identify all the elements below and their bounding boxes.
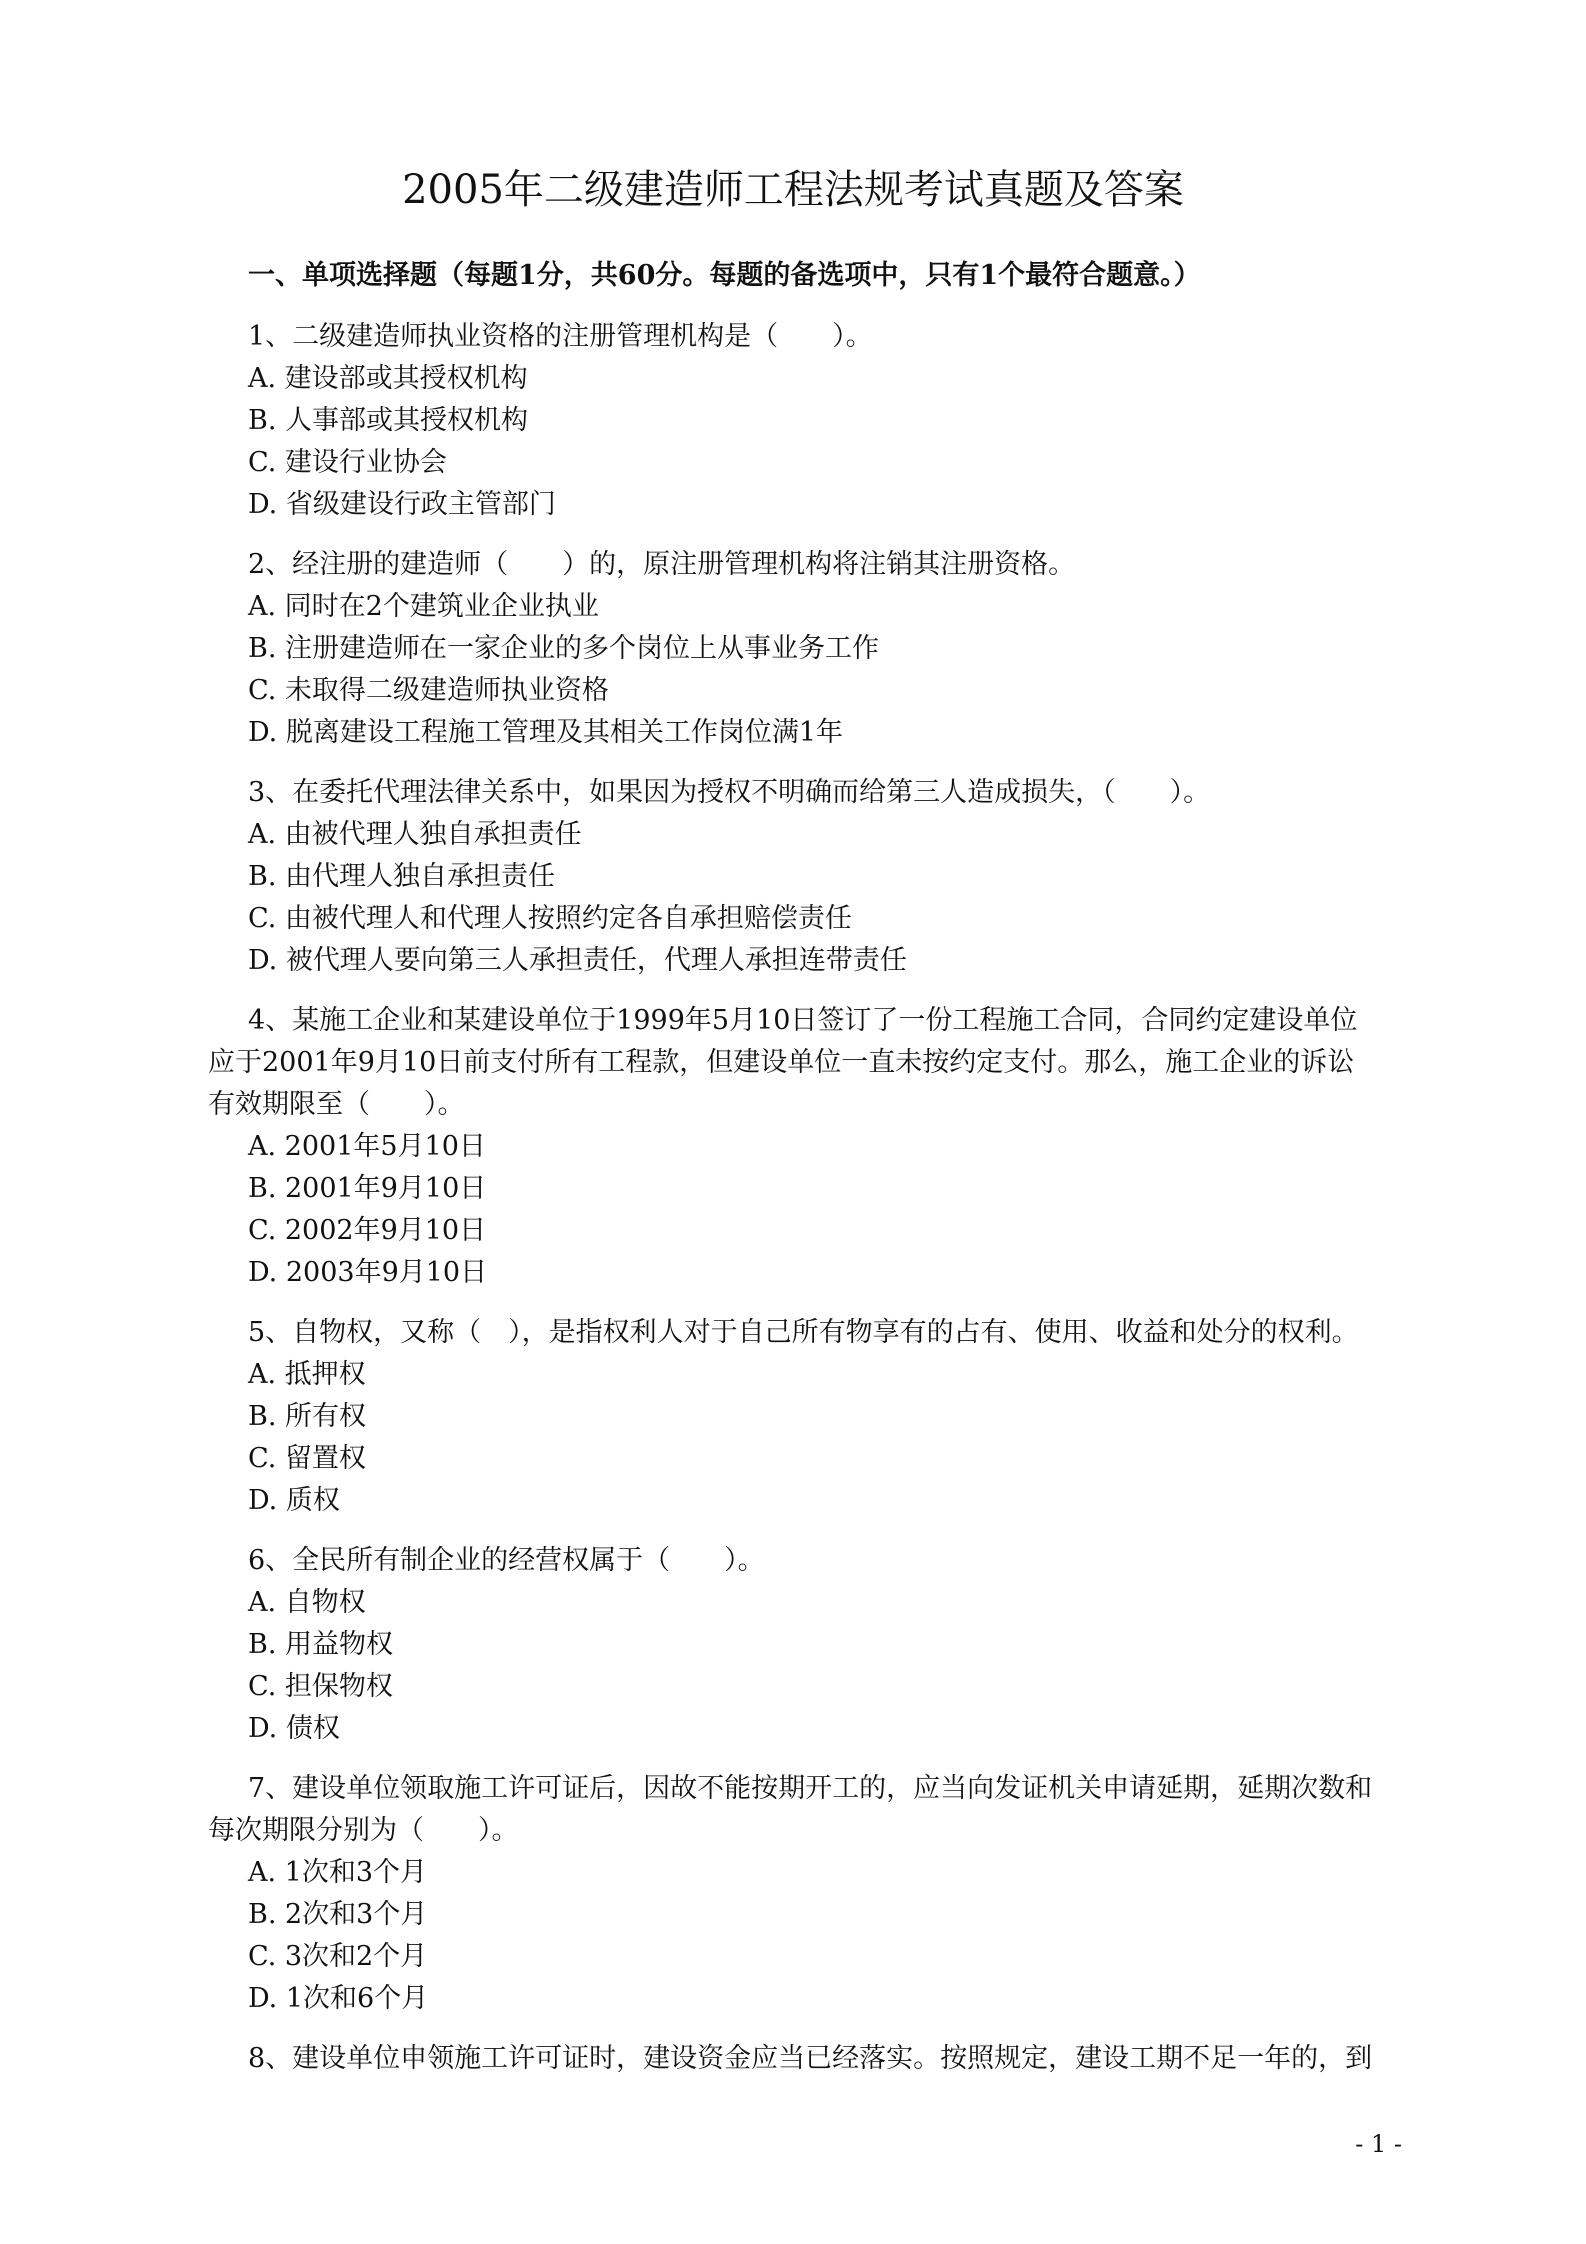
option-d: D. 脱离建设工程施工管理及其相关工作岗位满1年 xyxy=(248,717,844,748)
section-heading: 一、单项选择题（每题1分，共60分。每题的备选项中，只有1个最符合题意。） xyxy=(248,260,1201,291)
option-c: C. 由被代理人和代理人按照约定各自承担赔偿责任 xyxy=(248,903,852,934)
question-stem-line: 7、建设单位领取施工许可证后，因故不能按期开工的，应当向发证机关申请延期，延期次数和 xyxy=(248,1773,1373,1804)
question-stem-line: 每次期限分别为（ ）。 xyxy=(208,1815,519,1846)
option-d: D. 省级建设行政主管部门 xyxy=(248,489,556,520)
option-b: B. 2001年9月10日 xyxy=(248,1173,487,1204)
option-a: A. 由被代理人独自承担责任 xyxy=(248,819,582,850)
option-b: B. 2次和3个月 xyxy=(248,1899,428,1930)
option-d: D. 被代理人要向第三人承担责任，代理人承担连带责任 xyxy=(248,945,907,976)
question-list xyxy=(208,316,1408,2098)
question-7 xyxy=(208,1768,1408,2020)
question-1 xyxy=(248,316,1408,526)
option-a: A. 抵押权 xyxy=(248,1359,366,1390)
question-8 xyxy=(248,2038,1408,2080)
option-a: A. 同时在2个建筑业企业执业 xyxy=(248,591,599,622)
option-b: B. 所有权 xyxy=(248,1401,367,1432)
question-2 xyxy=(248,544,1408,754)
option-a: A. 2001年5月10日 xyxy=(248,1131,486,1162)
question-4 xyxy=(208,1000,1408,1294)
option-b: B. 注册建造师在一家企业的多个岗位上从事业务工作 xyxy=(248,633,880,664)
question-3 xyxy=(248,772,1408,982)
question-stem: 1、二级建造师执业资格的注册管理机构是（ ）。 xyxy=(248,321,873,352)
option-a: A. 建设部或其授权机构 xyxy=(248,363,528,394)
option-b: B. 人事部或其授权机构 xyxy=(248,405,529,436)
option-d: D. 质权 xyxy=(248,1485,340,1516)
option-c: C. 2002年9月10日 xyxy=(248,1215,487,1246)
option-b: B. 用益物权 xyxy=(248,1629,394,1660)
option-a: A. 自物权 xyxy=(248,1587,366,1618)
option-b: B. 由代理人独自承担责任 xyxy=(248,861,556,892)
option-c: C. 3次和2个月 xyxy=(248,1941,428,1972)
question-stem: 2、经注册的建造师（ ）的，原注册管理机构将注销其注册资格。 xyxy=(248,549,1076,580)
document-title: 2005年二级建造师工程法规考试真题及答案 xyxy=(402,167,1184,213)
question-stem: 5、自物权，又称（ ），是指权利人对于自己所有物享有的占有、使用、收益和处分的权利。 xyxy=(248,1317,1359,1348)
page-number: - 1 - xyxy=(1355,2130,1402,2158)
question-6 xyxy=(248,1540,1408,1750)
option-c: C. 留置权 xyxy=(248,1443,366,1474)
question-stem: 8、建设单位申领施工许可证时，建设资金应当已经落实。按照规定，建设工期不足一年的，到 xyxy=(248,2043,1373,2074)
option-d: D. 2003年9月10日 xyxy=(248,1257,488,1288)
question-stem: 6、全民所有制企业的经营权属于（ ）。 xyxy=(248,1545,765,1576)
option-d: D. 债权 xyxy=(248,1713,340,1744)
option-c: C. 未取得二级建造师执业资格 xyxy=(248,675,609,706)
question-stem: 3、在委托代理法律关系中，如果因为授权不明确而给第三人造成损失，（ ）。 xyxy=(248,777,1211,808)
option-c: C. 建设行业协会 xyxy=(248,447,447,478)
question-stem-line: 应于2001年9月10日前支付所有工程款，但建设单位一直未按约定支付。那么，施工企业的诉讼 xyxy=(208,1047,1355,1078)
question-stem-line: 4、某施工企业和某建设单位于1999年5月10日签订了一份工程施工合同，合同约定建设单位 xyxy=(248,1005,1358,1036)
option-c: C. 担保物权 xyxy=(248,1671,393,1702)
question-stem-line: 有效期限至（ ）。 xyxy=(208,1089,465,1120)
option-a: A. 1次和3个月 xyxy=(248,1857,428,1888)
option-d: D. 1次和6个月 xyxy=(248,1983,429,2014)
question-5 xyxy=(248,1312,1408,1522)
